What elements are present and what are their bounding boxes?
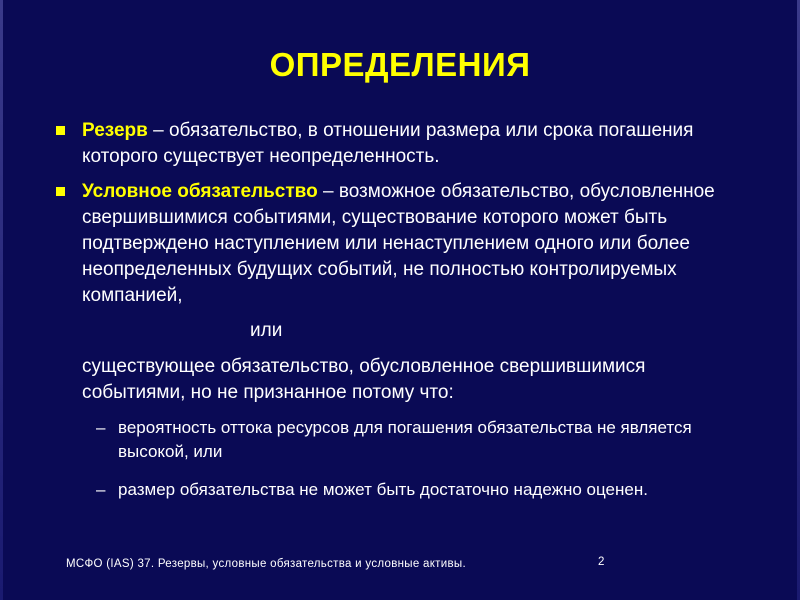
slide-content [54, 118, 754, 516]
term-contingent-liability: Условное обязательство [82, 181, 318, 202]
dash-bullet-icon: – [96, 480, 106, 499]
sub-item-text: вероятность оттока ресурсов для погашения обязательства не является высокой, или [118, 418, 692, 461]
square-bullet-icon [56, 126, 65, 135]
square-bullet-icon [56, 187, 65, 196]
definition-contingent-liability: – возможное обязательство, обусловленное свершившимися событиями, существование которого может быть подтверждено наступлением или ненаступлением одного или более неопределенных будущих событий, не полностью контролируемых компанией, [82, 181, 715, 306]
or-separator: или [250, 320, 283, 341]
page-number: 2 [598, 556, 605, 568]
slide-footer: МСФО (IAS) 37. Резервы, условные обязательства и условные активы. [66, 558, 466, 570]
sub-item-2 [54, 478, 754, 502]
sub-item-text: размер обязательства не может быть достаточно надежно оценен. [118, 480, 648, 499]
definition-reserve: – обязательство, в отношении размера или срока погашения которого существует неопределенность. [82, 120, 694, 167]
slide-edge-left [0, 0, 3, 600]
bullet-reserve [54, 118, 754, 170]
existing-obligation-paragraph: существующее обязательство, обусловленное свершившимися событиями, но не признанное потому что: [82, 356, 646, 403]
slide-title: ОПРЕДЕЛЕНИЯ [269, 46, 531, 83]
dash-bullet-icon: – [96, 418, 106, 437]
bullet-contingent-liability [54, 179, 754, 309]
term-reserve: Резерв [82, 120, 148, 141]
sub-item-1 [54, 416, 754, 464]
